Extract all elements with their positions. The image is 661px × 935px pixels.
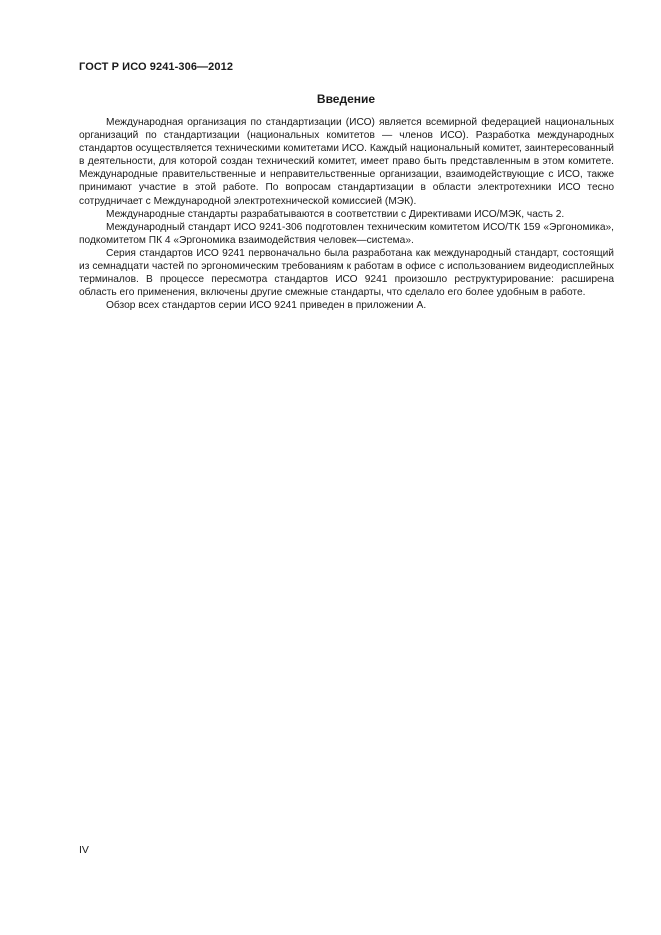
section-title: Введение <box>316 92 376 106</box>
section-body <box>79 116 614 312</box>
paragraph: Обзор всех стандартов серии ИСО 9241 приведен в приложении А. <box>106 300 427 312</box>
page-number: IV <box>79 844 89 856</box>
paragraph: Серия стандартов ИСО 9241 первоначально была разработана как международный стандарт, состоящий из семнадцати частей по эргономическим требованиям к работам в офисе с использованием видеодисплейных терминалов. В процессе пересмотра стандартов ИСО 9241 произошло реструктурирование: расширена область его применения, включены другие смежные стандарты, что сделало его более удобным в работе. <box>79 247 614 299</box>
paragraph: Международная организация по стандартизации (ИСО) является всемирной федерацией национальных организаций по стандартизации (национальных комитетов — членов ИСО). Разработка международных стандартов осуществляется техническими комитетами ИСО. Каждый национальный комитет, заинтересованный в деятельности, для которой создан технический комитет, имеет право быть представленным в этом комитете. Международные правительственные и неправительственные организации, взаимодействующие с ИСО, также принимают участие в этой работе. По вопросам стандартизации в области электротехники ИСО тесно сотрудничает с Международной электротехнической комиссией (МЭК). <box>79 117 614 207</box>
paragraph: Международные стандарты разрабатываются в соответствии с Директивами ИСО/МЭК, часть 2. <box>106 208 565 220</box>
paragraph: Международный стандарт ИСО 9241-306 подготовлен техническим комитетом ИСО/ТК 159 «Эргономика», подкомитетом ПК 4 «Эргономика взаимодействия человек—система». <box>79 221 614 246</box>
document-header-code: ГОСТ Р ИСО 9241-306—2012 <box>79 61 234 73</box>
